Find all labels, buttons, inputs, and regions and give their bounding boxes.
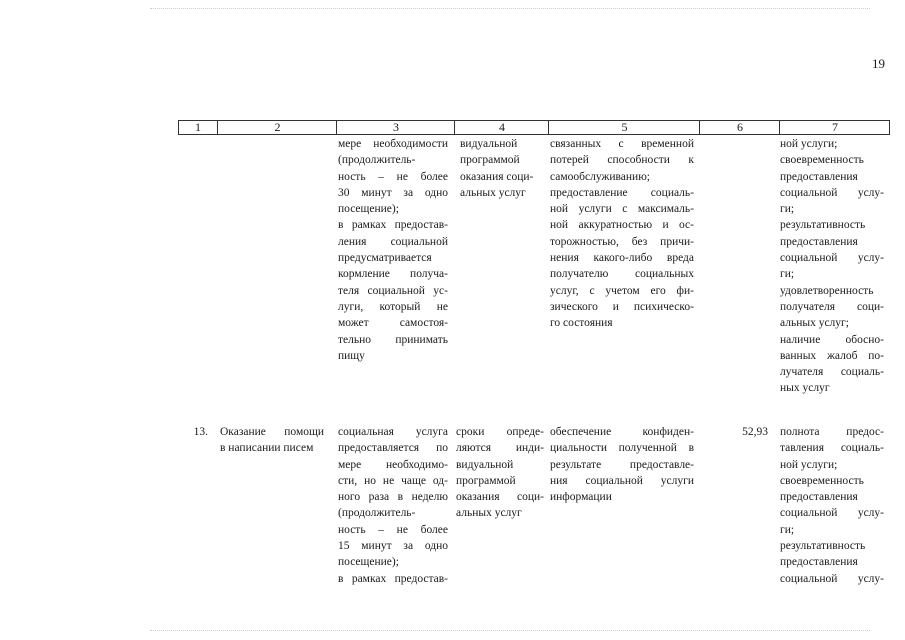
row13-col5-line: циальности полученной в xyxy=(550,442,694,455)
cont-col3-line: теля социальной ус- xyxy=(338,284,448,297)
table-header-row xyxy=(178,120,890,135)
cont-col4-cell xyxy=(460,136,544,201)
header-col-6: 6 xyxy=(699,121,780,134)
cont-col7-line: ванных жалоб по- xyxy=(780,349,884,362)
row13-col5-line: ния социальной услуги xyxy=(550,474,694,487)
cont-col7-line: своевременность xyxy=(780,154,864,167)
cont-col7-line: предоставления xyxy=(780,235,858,248)
cont-col7-line: наличие обосно- xyxy=(780,333,884,346)
row13-col7-line: результативность xyxy=(780,540,866,553)
cont-col7-line: альных услуг; xyxy=(780,317,849,330)
row13-col3-line: сти, но не чаще од- xyxy=(338,474,448,487)
row13-col4-line: программой xyxy=(456,474,516,487)
row13-col3-line: посещение); xyxy=(338,556,399,569)
row13-col7-line: социальной услу- xyxy=(780,572,884,585)
cont-col7-line: ги; xyxy=(780,268,795,281)
cont-col7-line: социальной услу- xyxy=(780,252,884,265)
cont-col7-line: ной услуги; xyxy=(780,138,838,150)
page-number: 19 xyxy=(872,56,885,71)
cont-col3-line: пищу xyxy=(338,349,365,362)
cont-col5-line: ной аккуратностью и ос- xyxy=(550,219,694,232)
cont-col3-line: предусматривается xyxy=(338,252,432,265)
cont-col5-line: потерей способности к xyxy=(550,154,694,167)
row13-col7-line: тавления социаль- xyxy=(780,442,884,455)
header-col-2: 2 xyxy=(217,121,337,134)
row13-col4-line: сроки опреде- xyxy=(456,426,544,438)
row13-col5-line: обеспечение конфиден- xyxy=(550,426,694,438)
cont-col3-line: в рамках предостав- xyxy=(338,219,448,232)
cont-col3-line: ления социальной xyxy=(338,235,448,248)
cont-col5-line: самообслуживанию; xyxy=(550,170,650,183)
row13-col7-line: полнота предос- xyxy=(780,426,884,438)
row13-col4-line: ляются инди- xyxy=(456,442,544,455)
row13-col4-line: оказания соци- xyxy=(456,491,544,504)
cont-col5-cell xyxy=(550,136,694,332)
cont-col7-line: социальной услу- xyxy=(780,186,884,199)
row13-col3-line: 15 минут за одно xyxy=(338,540,448,553)
row13-col7-line: ной услуги; xyxy=(780,458,838,471)
cont-col3-line: кормление получа- xyxy=(338,268,448,281)
cont-col3-line: мере необходимости xyxy=(338,138,448,150)
row13-col7-line: ги; xyxy=(780,523,795,536)
row13-col7-cell xyxy=(780,424,884,587)
cont-col3-line: ность – не более xyxy=(338,170,448,183)
row13-col4-cell xyxy=(456,424,544,522)
row13-col6-cell xyxy=(720,424,768,440)
cont-col7-line: ги; xyxy=(780,203,795,216)
row13-col5-cell xyxy=(550,424,694,505)
cont-col5-line: го состояния xyxy=(550,317,613,330)
cont-col5-line: получателю социальных xyxy=(550,268,694,281)
row13-col7-line: социальной услу- xyxy=(780,507,884,520)
row13-col3-line: социальная услуга xyxy=(338,426,448,438)
cont-col7-line: ных услуг xyxy=(780,382,830,395)
header-col-1: 1 xyxy=(195,120,201,134)
row13-col2-line: Оказание помощи xyxy=(220,426,324,438)
row13-col5-line: результате предоставле- xyxy=(550,458,694,471)
row13-col7-line: предоставления xyxy=(780,491,858,504)
cont-col5-line: услуг, с учетом его фи- xyxy=(550,284,694,297)
header-col-4: 4 xyxy=(454,121,549,134)
row13-col3-line: мере необходимо- xyxy=(338,458,448,471)
cont-col3-line: (продолжитель- xyxy=(338,154,416,167)
row13-col3-line: ного раза в неделю xyxy=(338,491,448,504)
cont-col7-line: получателя соци- xyxy=(780,300,884,313)
header-col-7: 7 xyxy=(779,121,890,134)
cont-col5-line: связанных с временной xyxy=(550,138,694,150)
row13-col4-line: альных услуг xyxy=(456,507,522,520)
cont-col5-line: предоставление социаль- xyxy=(550,186,694,199)
scan-artifact-top xyxy=(150,8,870,13)
header-col-5: 5 xyxy=(548,121,700,134)
row13-number xyxy=(186,424,208,440)
row13-col3-line: в рамках предостав- xyxy=(338,572,448,585)
cont-col7-cell xyxy=(780,136,884,397)
cont-col3-line: 30 минут за одно xyxy=(338,186,448,199)
cont-col7-line: предоставления xyxy=(780,170,858,183)
row13-col3-cell xyxy=(338,424,448,587)
row13-price: 52,93 xyxy=(742,426,768,438)
cont-col3-line: посещение); xyxy=(338,203,399,216)
cont-col3-line: тельно принимать xyxy=(338,333,448,346)
cont-col7-line: лучателя социаль- xyxy=(780,366,884,379)
cont-col3-cell xyxy=(338,136,448,364)
row13-col7-line: своевременность xyxy=(780,474,864,487)
cont-col5-line: зического и психическо- xyxy=(550,300,694,313)
row13-col3-line: предоставляется по xyxy=(338,442,448,455)
row13-col2-cell xyxy=(220,424,324,457)
row13-col5-line: информации xyxy=(550,491,612,504)
row13-col2-line: в написании писем xyxy=(220,442,314,455)
cont-col7-line: результативность xyxy=(780,219,866,232)
row13-col7-line: предоставления xyxy=(780,556,858,569)
cont-col5-line: ной услуги с максималь- xyxy=(550,203,694,216)
cont-col5-line: торожностью, без причи- xyxy=(550,235,694,248)
row13-col4-line: видуальной xyxy=(456,458,514,471)
cont-col3-line: луги, который не xyxy=(338,300,448,313)
cont-col7-line: удовлетворенность xyxy=(780,284,874,297)
cont-col4-line: программой xyxy=(460,154,520,167)
row13-number-text: 13. xyxy=(193,426,208,438)
scan-artifact-bottom xyxy=(150,630,870,635)
header-col-3: 3 xyxy=(336,121,455,134)
cont-col4-line: видуальной xyxy=(460,138,518,150)
row13-col3-line: (продолжитель- xyxy=(338,507,416,520)
cont-col4-line: альных услуг xyxy=(460,186,526,199)
row13-col3-line: ность – не более xyxy=(338,523,448,536)
cont-col3-line: может самостоя- xyxy=(338,317,448,330)
cont-col4-line: оказания соци- xyxy=(460,170,534,183)
cont-col5-line: нения какого-либо вреда xyxy=(550,252,694,265)
